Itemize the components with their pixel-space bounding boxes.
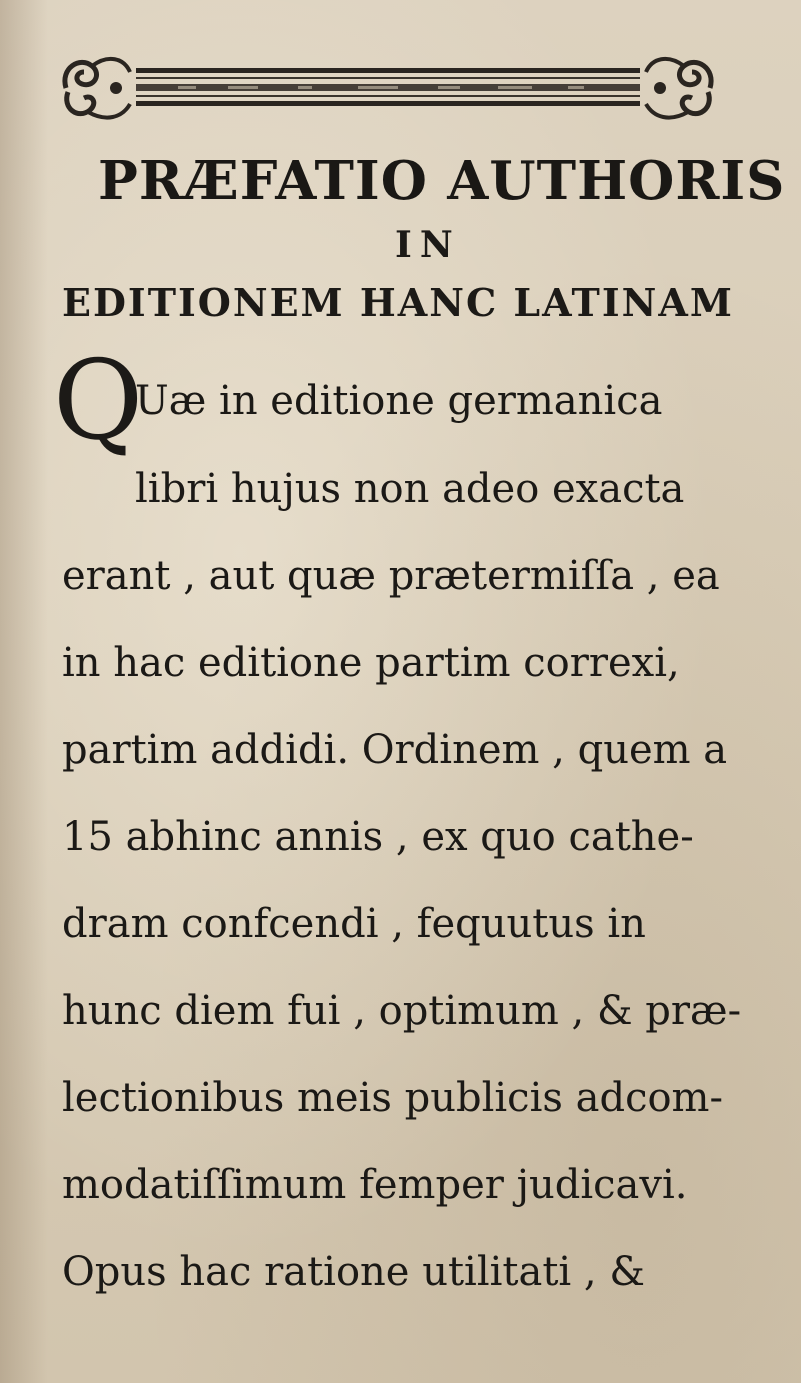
page-shadow-edge: [0, 0, 48, 1383]
text-line: partim addidi. Ordinem , quem a: [62, 727, 728, 773]
text-line: hunc diem fui , optimum , & præ-: [62, 988, 742, 1034]
text-line: Opus hac ratione utilitati , &: [62, 1249, 645, 1295]
page-title: PRÆFATIO AUTHORIS: [98, 150, 786, 212]
page-subtitle: EDITIONEM HANC LATINAM: [62, 280, 734, 325]
text-line: erant , aut quæ prætermiſſa , ea: [62, 553, 720, 599]
text-line: Uæ in editione germanica: [135, 378, 663, 424]
text-line: modatiſſimum femper judicavi.: [62, 1162, 688, 1208]
title-connector: IN: [395, 224, 461, 266]
text-line: libri hujus non adeo exacta: [135, 466, 685, 512]
text-line: in hac editione partim correxi,: [62, 640, 680, 686]
text-line: 15 abhinc annis , ex quo cathe-: [62, 814, 694, 860]
drop-cap: Q: [53, 336, 144, 464]
text-line: lectionibus meis publicis adcom-: [62, 1075, 723, 1121]
ornamental-headpiece-icon: [58, 48, 718, 126]
text-line: dram confcendi , fequutus in: [62, 901, 646, 947]
